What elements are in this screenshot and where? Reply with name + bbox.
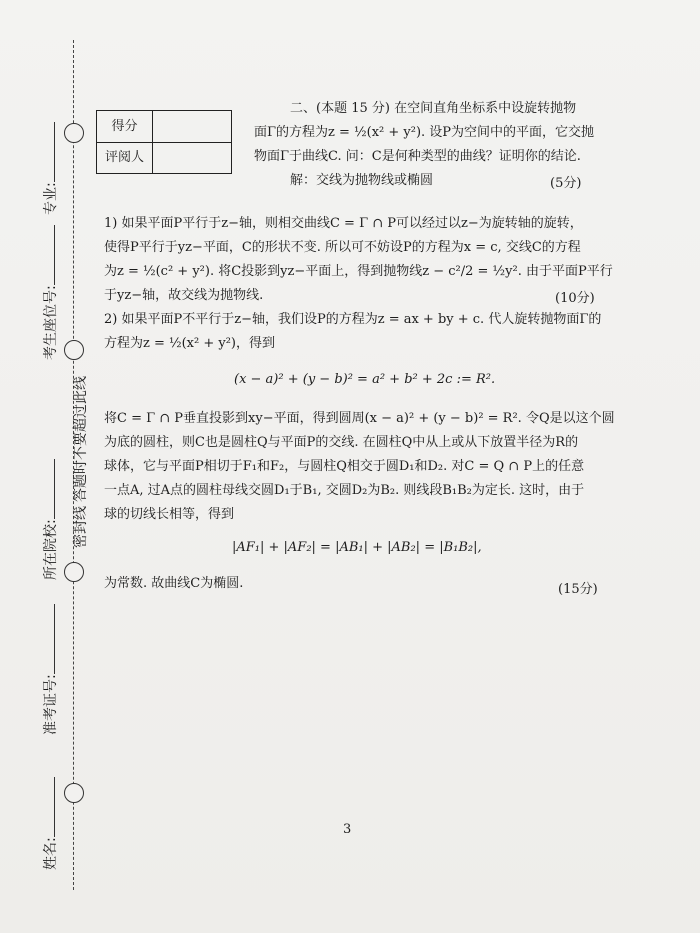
school-field[interactable] xyxy=(40,459,60,580)
projection-line5: 球的切线长相等，得到 xyxy=(104,507,235,522)
score-box xyxy=(96,110,232,174)
conclusion: 为常数. 故曲线C为椭圆. xyxy=(104,576,244,591)
score-label: 得分 xyxy=(97,111,153,142)
grader-row xyxy=(97,142,231,173)
name-label: 姓名: xyxy=(43,837,59,870)
projection-line2: 为底的圆柱，则C也是圆柱Q与平面P的交线. 在圆柱Q中从上或从下放置半径为R的 xyxy=(104,435,579,450)
projection-line1: 将C = Γ ∩ P垂直投影到xy−平面，得到圆周(x − a)² + (y − b)² = R². 令Q是以这个圆 xyxy=(104,411,615,426)
seal-line-label: 密封线 xyxy=(73,506,89,548)
equation-circle: (x − a)² + (y − b)² = a² + b² + 2c := R². xyxy=(234,372,496,387)
case1-line3: 为z = ½(c² + y²). 将C投影到yz−平面上，得到抛物线z − c²/2 = ½y². 由于平面P平行 xyxy=(104,264,613,279)
name-field[interactable] xyxy=(40,777,60,870)
case1-line2: 使得P平行于yz−平面，C的形状不变. 所以可不妨设P的方程为x = c, 交线C的方程 xyxy=(104,240,581,255)
case1-line4: 于yz−轴，故交线为抛物线. xyxy=(104,288,264,303)
binding-hole xyxy=(64,783,84,803)
case2-line1: 2) 如果平面P不平行于z−轴，我们设P的方程为z = ax + by + c. 代人旋转抛物面Γ的 xyxy=(104,312,602,327)
projection-line4: 一点A, 过A点的圆柱母线交圆D₁于B₁, 交圆D₂为B₂. 则线段B₁B₂为定长. 这时，由于 xyxy=(104,483,585,498)
exam-id-blank[interactable] xyxy=(54,604,55,674)
grader-label: 评阅人 xyxy=(97,142,153,173)
binding-hole xyxy=(64,562,84,582)
case1-line1: 1) 如果平面P平行于z−轴，则相交曲线C = Γ ∩ P可以经过以z−为旋转轴的旋转， xyxy=(104,216,583,231)
final-points: (15分) xyxy=(558,582,598,597)
school-blank[interactable] xyxy=(54,459,55,519)
page-number: 3 xyxy=(343,822,352,837)
name-blank[interactable] xyxy=(54,777,55,837)
answer-intro: 解：交线为抛物线或椭圆 xyxy=(290,173,434,188)
score-row xyxy=(97,111,231,143)
answer-intro-points: (5分) xyxy=(550,176,582,191)
binding-hole xyxy=(64,340,84,360)
exam-id-field[interactable] xyxy=(40,604,60,735)
problem-header-line2: 面Γ的方程为z = ½(x² + y²). 设P为空间中的平面，它交抛 xyxy=(254,125,595,140)
binding-hole xyxy=(64,123,84,143)
problem-header-line3: 物面Γ于曲线C. 问：C是何种类型的曲线？证明你的结论. xyxy=(254,149,581,164)
equation-tangent-lengths: |AF₁| + |AF₂| = |AB₁| + |AB₂| = |B₁B₂|, xyxy=(232,540,482,555)
no-answer-label: 答题时不要超过此线 xyxy=(73,376,89,502)
exam-id-label: 准考证号: xyxy=(43,674,59,735)
school-label: 所在院校: xyxy=(43,519,59,580)
problem-header-line1: 二、(本题 15 分) 在空间直角坐标系中设旋转抛物 xyxy=(290,101,577,116)
seat-label: 考生座位号: xyxy=(43,285,59,360)
case1-points: (10分) xyxy=(555,291,595,306)
seat-blank[interactable] xyxy=(54,225,55,285)
major-field[interactable] xyxy=(40,122,60,215)
major-label: 专业: xyxy=(43,182,59,215)
projection-line3: 球体，它与平面P相切于F₁和F₂，与圆柱Q相交于圆D₁和D₂. 对C = Q ∩ P上的任意 xyxy=(104,459,585,474)
case2-line2: 方程为z = ½(x² + y²)，得到 xyxy=(104,336,276,351)
seat-field[interactable] xyxy=(40,225,60,360)
major-blank[interactable] xyxy=(54,122,55,182)
